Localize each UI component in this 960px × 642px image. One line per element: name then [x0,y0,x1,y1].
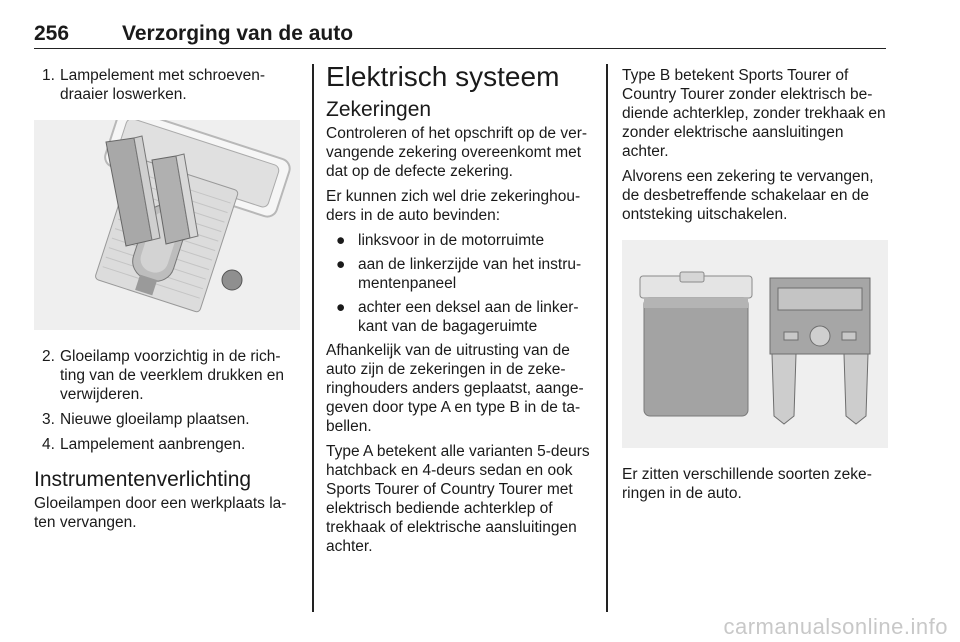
list-item [326,298,592,336]
step-item [34,435,300,454]
chapter-title: Elektrisch systeem [326,61,560,92]
running-title: Verzorging van de auto [122,22,354,45]
middle-column [326,61,592,562]
step-number: 4. [42,436,55,453]
step-text: Lampelement aanbrengen. [60,436,246,453]
section-heading: Instrumentenverlichting [34,468,252,491]
step-text: Nieuwe gloeilamp plaatsen. [60,411,250,428]
bullet-icon: ● [336,232,346,249]
paragraph: Alvorens een zekering te vervangen, de desbetreffende schakelaar en de ontsteking uitschakelen. [622,168,874,223]
paragraph: Controleren of het opschrift op de vervangende zekering overeenkomt met dat op de defecte zekering. [326,125,588,180]
section-text: Gloeilampen door een werkplaats laten vervangen. [34,495,287,531]
fuse-types-illustration [622,240,888,448]
section-title: Zekeringen [326,98,432,121]
steps-list-b [34,347,300,454]
column-divider-2 [606,64,608,612]
paragraph: Er kunnen zich wel drie zekeringhouders in de auto bevinden: [326,188,581,224]
fuse-holder-list [326,231,592,336]
step-item [34,347,300,404]
step-item [34,410,300,429]
step-number: 3. [42,411,55,428]
list-item [326,255,592,293]
bullet-icon: ● [336,299,346,316]
column-divider-1 [312,64,314,612]
steps-list-a [34,66,300,104]
list-item-text: linksvoor in de motorruimte [358,232,545,249]
page-number: 256 [34,22,70,45]
watermark: carmanualsonline.info [723,614,948,639]
paragraph: Er zitten verschillende soorten zekeringen in de auto. [622,466,872,502]
step-number: 1. [42,67,55,84]
bullet-icon: ● [336,256,346,273]
paragraph: Type A betekent alle varianten 5-deurs hatchback en 4-deurs sedan en ook Sports Tourer of Country Tourer met elektrisch bediende achterklep of trekhaak of elektrische aansluitingen achter. [326,443,590,555]
list-item-text: achter een deksel aan de linkerkant van de bagageruimte [358,299,579,335]
paragraph: Type B betekent Sports Tourer of Country Tourer zonder elektrisch bediende achterklep, zonder trekhaak en zonder elektrische aansluitingen achter. [622,67,886,160]
step-number: 2. [42,348,55,365]
step-text: Lampelement met schroevendraaier loswerken. [60,67,266,103]
page-header [34,8,886,49]
list-item-text: aan de linkerzijde van het instrumentenpaneel [358,256,582,292]
left-column [34,66,300,538]
paragraph: Afhankelijk van de uitrusting van de auto zijn de zekeringen in de zekeringhouders anders geplaatst, aangegeven door type A en type B in de tabellen. [326,342,584,435]
lamp-element-illustration [34,120,300,330]
step-text: Gloeilamp voorzichtig in de richting van de veerklem drukken en verwijderen. [60,348,285,403]
right-column [622,66,888,509]
list-item [326,231,592,250]
step-item [34,66,300,104]
